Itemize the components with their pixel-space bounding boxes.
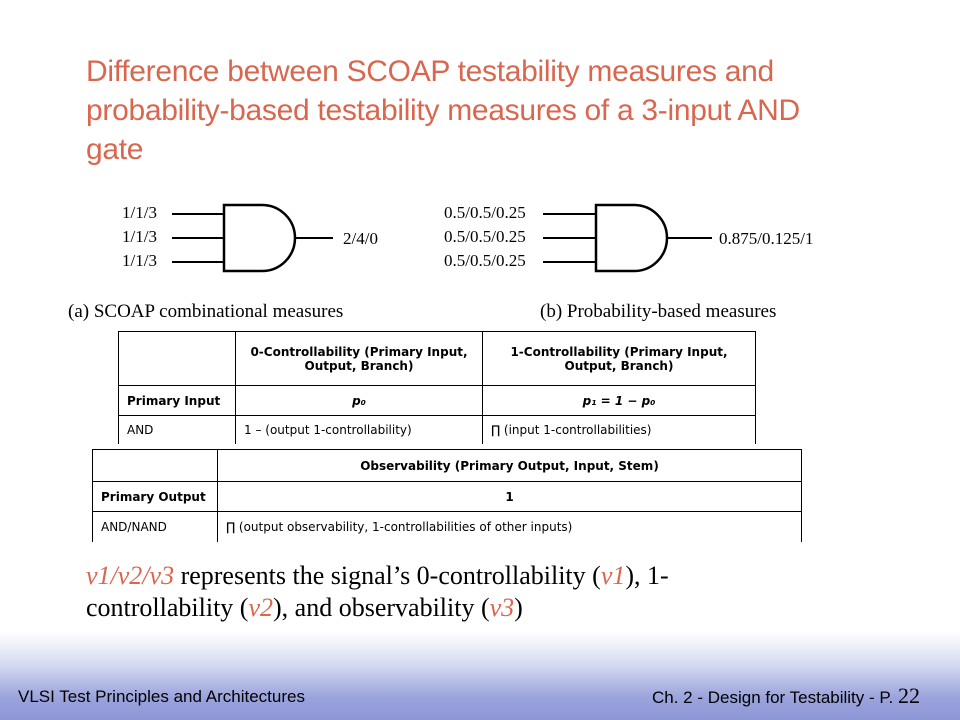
t2-row-label-and-nand: AND/NAND	[93, 512, 218, 542]
note-text-4: ), and observability (	[273, 593, 490, 622]
title-line-2: probability-based testability measures of a 3-input AND	[86, 94, 800, 127]
t1-header-1-controllability: 1-Controllability (Primary Input, Output, Branch)	[483, 332, 756, 386]
t1-and-c1: ∏ (input 1-controllabilities)	[483, 416, 756, 444]
footer-page-number: 22	[898, 683, 920, 708]
t1-row-label-and: AND	[119, 416, 236, 444]
t2-and-nand-value: ∏ (output observability, 1-controllabilities of other inputs)	[218, 512, 802, 542]
scoap-input-label-1: 1/1/3	[122, 203, 157, 222]
title-line-1: Difference between SCOAP testability measures and	[86, 55, 774, 88]
note-text-5: )	[514, 593, 523, 622]
prob-input-label-2: 0.5/0.5/0.25	[444, 227, 526, 246]
probability-and-gate	[444, 203, 813, 322]
prob-output-label: 0.875/0.125/1	[719, 229, 814, 248]
slide-title	[86, 52, 876, 169]
note-text-3: controllability (	[86, 593, 249, 622]
t1-primary-input-c0: p₀	[236, 386, 483, 416]
observability-table	[92, 449, 802, 542]
controllability-table	[118, 331, 756, 444]
prob-input-label-1: 0.5/0.5/0.25	[444, 203, 526, 222]
scoap-input-label-2: 1/1/3	[122, 227, 157, 246]
scoap-and-gate	[68, 203, 378, 322]
note-text-1: represents the signal’s 0-controllability (	[174, 561, 601, 590]
t2-primary-output-value: 1	[218, 482, 802, 512]
t1-header-0-controllability: 0-Controllability (Primary Input, Output, Branch)	[236, 332, 483, 386]
scoap-input-label-3: 1/1/3	[122, 251, 157, 270]
note-v1: v1	[600, 561, 626, 590]
note-v3: v3	[489, 593, 515, 622]
footer-band	[0, 632, 960, 720]
footer-book-title: VLSI Test Principles and Architectures	[18, 687, 305, 706]
note-v2: v2	[248, 593, 274, 622]
prob-input-label-3: 0.5/0.5/0.25	[444, 251, 526, 270]
and-gate-diagrams	[0, 190, 960, 330]
scoap-output-label: 2/4/0	[343, 229, 378, 248]
t2-header-empty	[93, 450, 218, 482]
note-text-2: ), 1-	[625, 561, 669, 590]
notation-note	[86, 560, 846, 624]
note-v1v2v3: v1/v2/v3	[86, 561, 175, 590]
scoap-caption: (a) SCOAP combinational measures	[68, 301, 344, 322]
t1-header-empty	[119, 332, 236, 386]
t1-primary-input-c1: p₁ = 1 − p₀	[483, 386, 756, 416]
t2-row-label-primary-output: Primary Output	[93, 482, 218, 512]
t1-row-label-primary-input: Primary Input	[119, 386, 236, 416]
t2-header-observability: Observability (Primary Output, Input, Stem)	[218, 450, 802, 482]
title-line-3: gate	[86, 133, 144, 166]
prob-caption: (b) Probability-based measures	[540, 301, 777, 322]
footer-chapter: Ch. 2 - Design for Testability - P.	[652, 688, 894, 707]
footer-chapter-page	[652, 683, 920, 709]
t1-and-c0: 1 – (output 1-controllability)	[236, 416, 483, 444]
